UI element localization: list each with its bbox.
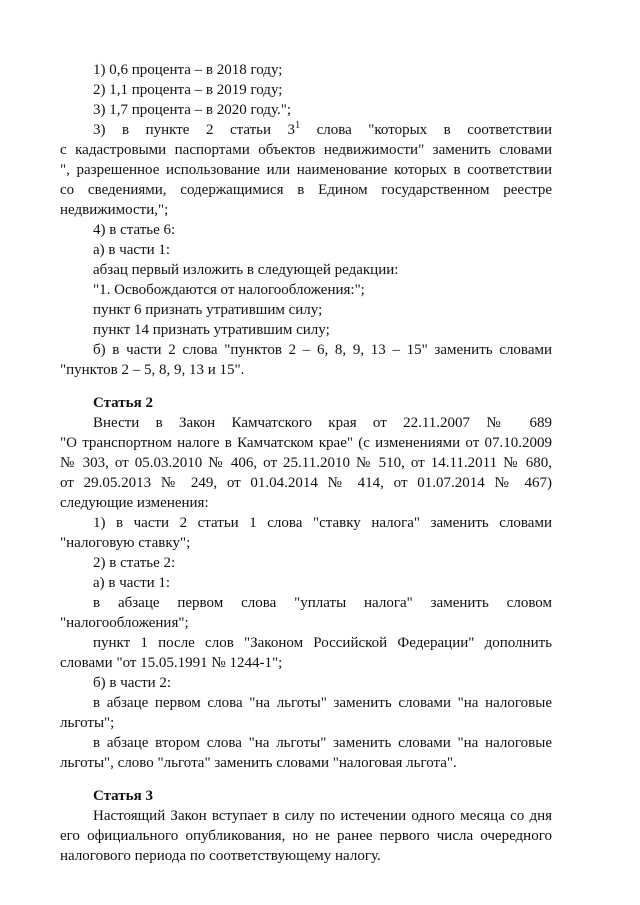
text-line: от 29.05.2013 № 249, от 01.04.2014 № 414, от 01.07.2014 № 467)	[60, 475, 552, 491]
text-line: "1. Освобождаются от налогообложения:";	[93, 282, 365, 298]
text-line: Внести в Закон Камчатского края от 22.11.2007 № 689	[93, 415, 552, 431]
text-line: 2) 1,1 процента – в 2019 году;	[93, 82, 283, 98]
text-line: 3) 1,7 процента – в 2020 году.";	[93, 102, 291, 118]
text-line: пункт 1 после слов "Законом Российской Федерации" дополнить	[93, 635, 552, 651]
text-line: пункт 6 признать утратившим силу;	[93, 302, 323, 318]
text-line: 1) 0,6 процента – в 2018 году;	[93, 62, 283, 78]
text-line: абзац первый изложить в следующей редакции:	[93, 262, 399, 278]
text-line: № 303, от 05.03.2010 № 406, от 25.11.2010 № 510, от 14.11.2011 № 680,	[60, 455, 552, 471]
text-line: его официального опубликования, но не ранее первого числа очередного	[60, 828, 552, 844]
text-line: "пунктов 2 – 5, 8, 9, 13 и 15".	[60, 362, 245, 378]
text-line: 4) в статье 6:	[93, 222, 176, 238]
text-line: ", разрешенное использование или наименование которых в соответствии	[60, 162, 552, 178]
text-line: "налогообложения";	[60, 615, 189, 631]
text-line: словами "от 15.05.1991 № 1244-1";	[60, 655, 283, 671]
text-line: Настоящий Закон вступает в силу по истечении одного месяца со дня	[93, 808, 552, 824]
text-line: в абзаце первом слова "на льготы" заменить словами "на налоговые	[93, 695, 552, 711]
article-heading: Статья 2	[93, 395, 153, 411]
text-line: со сведениями, содержащимися в Едином государственном реестре	[60, 182, 552, 198]
article-heading: Статья 3	[93, 788, 153, 804]
text-line: 3) в пункте 2 статьи $3^1$ слова "которых в соответствии	[93, 120, 552, 138]
text-line: в абзаце первом слова "уплаты налога" заменить словом	[93, 595, 552, 611]
text-line: следующие изменения:	[60, 495, 209, 511]
text-line: льготы", слово "льгота" заменить словами "налоговая льгота".	[60, 755, 457, 771]
text-line: б) в части 2 слова "пунктов 2 – 6, 8, 9, 13 – 15" заменить словами	[93, 342, 552, 358]
text-line: в абзаце втором слова "на льготы" заменить словами "на налоговые	[93, 735, 552, 751]
text-line: льготы";	[60, 715, 115, 731]
text-line: с кадастровыми паспортами объектов недвижимости" заменить словами	[60, 142, 552, 158]
text-line: недвижимости,";	[60, 202, 169, 218]
text-line: а) в части 1:	[93, 575, 171, 591]
text-line: а) в части 1:	[93, 242, 171, 258]
text-line: б) в части 2:	[93, 675, 172, 691]
text-line: пункт 14 признать утратившим силу;	[93, 322, 330, 338]
text-line: "налоговую ставку";	[60, 535, 191, 551]
text-line: налогового периода по соответствующему налогу.	[60, 848, 381, 864]
text-line: 1) в части 2 статьи 1 слова "ставку налога" заменить словами	[93, 515, 552, 531]
text-line: 2) в статье 2:	[93, 555, 176, 571]
text-line: "О транспортном налоге в Камчатском крае" (с изменениями от 07.10.2009	[60, 435, 552, 451]
